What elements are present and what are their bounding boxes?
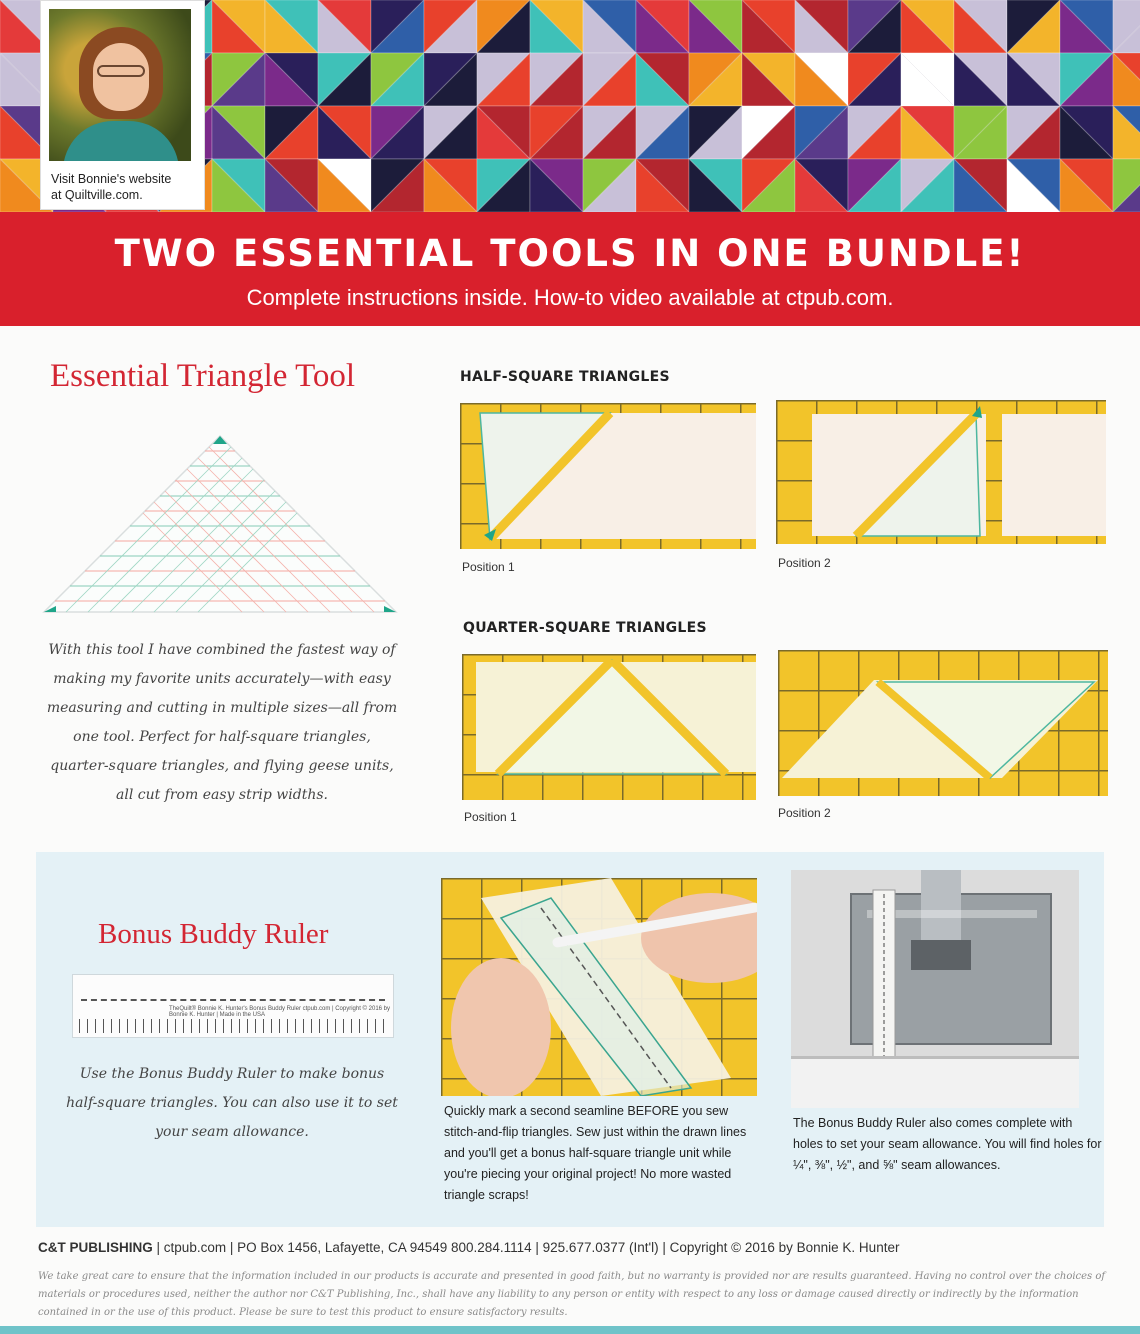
half-square-heading: HALF-SQUARE TRIANGLES	[460, 369, 670, 385]
publisher-address: PO Box 1456, Lafayette, CA 94549 800.284.1114	[237, 1240, 532, 1255]
half-square-position-2-photo	[776, 400, 1106, 544]
half-square-position-1-label: Position 1	[462, 560, 515, 574]
quarter-square-position-1-photo	[462, 654, 756, 800]
publisher-website[interactable]: ctpub.com	[163, 1240, 227, 1255]
publisher-footer	[38, 1240, 1108, 1255]
bonus-ruler-description: Use the Bonus Buddy Ruler to make bonus half-square triangles. You can also use it to set your seam allowance.	[66, 1066, 398, 1140]
banner-title: TWO ESSENTIAL TOOLS IN ONE BUNDLE!	[114, 232, 1026, 275]
half-square-position-1-photo	[460, 403, 756, 549]
ruler-print-text: TheQuilt® Bonnie K. Hunter's Bonus Buddy Ruler ctpub.com | Copyright © 2016 by Bonnie K. Hunter | Made in the USA	[169, 1006, 390, 1018]
triangle-tool-illustration	[40, 430, 402, 620]
quarter-square-position-2-label: Position 2	[778, 806, 831, 820]
bottom-color-strip	[0, 1326, 1140, 1334]
author-photo-card	[40, 0, 205, 210]
banner-subtitle: Complete instructions inside. How-to video available at ctpub.com.	[246, 285, 894, 310]
triangle-tool-title: Essential Triangle Tool	[50, 358, 356, 394]
half-square-position-2-label: Position 2	[778, 556, 831, 570]
footer-separator: |	[156, 1240, 161, 1255]
quarter-square-position-1-label: Position 1	[464, 810, 517, 824]
footer-separator: |	[662, 1240, 666, 1255]
sewing-machine-photo	[791, 870, 1079, 1108]
footer-separator: |	[535, 1240, 539, 1255]
triangle-tool-description: With this tool I have combined the fastest way of making my favorite units accurately—with easy measuring and cutting in multiple sizes—all from one tool. Perfect for half-square triangles, quarter-square triangles, and flying geese units, all cut from easy strip widths.	[46, 642, 398, 803]
bonus-buddy-ruler-image	[72, 974, 394, 1038]
marking-seamline-photo	[441, 878, 757, 1096]
promo-banner	[0, 212, 1140, 326]
sewing-photo-caption: The Bonus Buddy Ruler also comes complete with holes to set your seam allowance. You will find holes for ¼", ⅜", ½", and ⅝" seam allowances.	[793, 1116, 1102, 1172]
publisher-intl-phone: 925.677.0377 (Int'l)	[542, 1240, 659, 1255]
publisher-name: C&T PUBLISHING	[38, 1240, 153, 1255]
marking-photo-caption: Quickly mark a second seamline BEFORE you sew stitch-and-flip triangles. Sew just within the drawn lines and you'll get a bonus half-square triangle unit while you're piecing your original project! No more wasted triangle scraps!	[444, 1104, 747, 1202]
caption-line-1: Visit Bonnie's website	[51, 172, 172, 186]
author-portrait	[49, 9, 191, 161]
quarter-square-position-2-photo	[778, 650, 1108, 796]
quarter-square-heading: QUARTER-SQUARE TRIANGLES	[463, 620, 707, 636]
copyright-notice: Copyright © 2016 by Bonnie K. Hunter	[669, 1240, 900, 1255]
author-photo-caption	[49, 171, 196, 203]
bonus-ruler-title: Bonus Buddy Ruler	[98, 918, 329, 950]
footer-separator: |	[229, 1240, 234, 1255]
legal-disclaimer: We take great care to ensure that the information included in our products is accurate and presented in good faith, but no warranty is provided nor are results guaranteed. Having no control over the choices of materials or procedures used, neither the author nor C&T Publishing, Inc., shall have any liability to any person or entity with respect to any loss or damage caused directly or indirectly by the information contained in or the use of this product. Please be sure to test this product to ensure satisfactory results.	[38, 1271, 1106, 1318]
caption-line-2: at Quiltville.com.	[51, 188, 143, 202]
